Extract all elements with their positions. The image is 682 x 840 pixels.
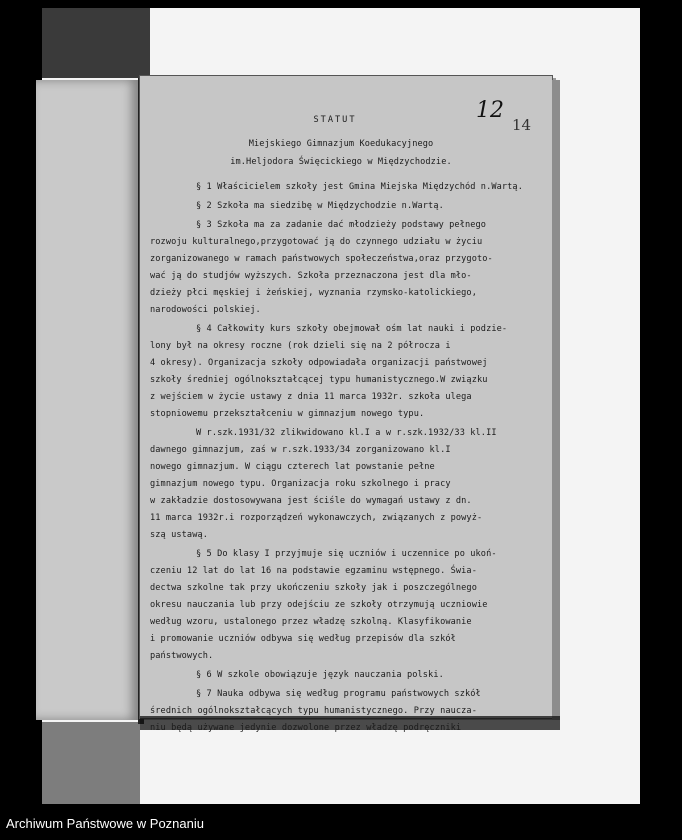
text-line: według wzoru, ustalonego przez władzę szkolną. Klasyfikowanie [150, 617, 472, 627]
text-line: stopniowemu przekształceniu w gimnazjum nowego typu. [150, 409, 425, 419]
text-line: okresu nauczania lub przy odejściu ze szkoły otrzymują uczniowie [150, 600, 488, 610]
text-line: średnich ogólnokształcących typu humanistycznego. Przy naucza- [150, 706, 477, 716]
archive-label: Archiwum Państwowe w Poznaniu [6, 816, 204, 831]
document-subtitle-line: Miejskiego Gimnazjum Koedukacyjnego [248, 139, 434, 149]
paragraph [150, 546, 550, 665]
text-line: czeniu 12 lat do lat 16 na podstawie egzaminu wstępnego. Świa- [150, 566, 477, 576]
text-line: § 7 Nauka odbywa się według programu państwowych szkół [196, 689, 481, 699]
document-title: STATUT [313, 115, 357, 125]
paragraph [150, 217, 550, 319]
binding-bottom-shadow [42, 722, 140, 804]
text-line: § 4 Całkowity kurs szkoły obejmował ośm lat nauki i podzie- [196, 324, 508, 334]
text-line: 11 marca 1932r.i rozporządzeń wykonawczych, związanych z powyż- [150, 513, 483, 523]
paragraph [150, 667, 550, 684]
handwritten-page-number: 12 [476, 98, 504, 123]
text-line: § 2 Szkoła ma siedzibę w Międzychodzie n.Wartą. [196, 201, 444, 211]
text-line: w zakładzie dostosowywana jest ściśle do wymagań ustawy z dn. [150, 496, 472, 506]
document-subtitle-line: im.Heljodora Święcickiego w Międzychodzie. [230, 157, 452, 167]
text-line: wać ją do studjów wyższych. Szkoła przeznaczona jest dla mło- [150, 271, 472, 281]
document-body [150, 179, 550, 737]
text-line: narodowości polskiej. [150, 305, 261, 315]
paragraph [150, 425, 550, 544]
text-line: 4 okresy). Organizacja szkoły odpowiadała organizacji państwowej [150, 358, 488, 368]
text-line: § 6 W szkole obowiązuje język nauczania polski. [196, 670, 444, 680]
handwritten-folio-number: 14 [512, 116, 532, 134]
text-line: dzieży płci męskiej i żeńskiej, wyznania rzymsko-katolickiego, [150, 288, 477, 298]
paragraph [150, 179, 550, 196]
text-line: i promowanie uczniów odbywa się według przepisów dla szkół [150, 634, 456, 644]
text-line: § 5 Do klasy I przyjmuje się uczniów i uczennice po ukoń- [196, 549, 497, 559]
text-line: nowego gimnazjum. W ciągu czterech lat powstanie pełne [150, 462, 435, 472]
text-line: § 3 Szkoła ma za zadanie dać młodzieży podstawy pełnego [196, 220, 487, 230]
page-edge [552, 80, 560, 720]
paragraph [150, 198, 550, 215]
text-line: z wejściem w życie ustawy z dnia 11 marca 1932r. szkoła ulega [150, 392, 472, 402]
text-line: państwowych. [150, 651, 214, 661]
text-line: dectwa szkolne tak przy ukończeniu szkoły jak i poszczególnego [150, 583, 477, 593]
text-line: W r.szk.1931/32 zlikwidowano kl.I a w r.szk.1932/33 kl.II [196, 428, 497, 438]
binding-strip [36, 80, 138, 720]
text-line: dawnego gimnazjum, zaś w r.szk.1933/34 zorganizowano kl.I [150, 445, 451, 455]
text-line: gimnazjum nowego typu. Organizacja roku szkolnego i pracy [150, 479, 451, 489]
paragraph [150, 321, 550, 423]
text-line: szą ustawą. [150, 530, 209, 540]
paragraph [150, 686, 550, 737]
text-line: § 1 Właścicielem szkoły jest Gmina Miejska Międzychód n.Wartą. [196, 182, 523, 192]
text-line: rozwoju kulturalnego,przygotować ją do czynnego udziału w życiu [150, 237, 483, 247]
text-line: lony był na okresy roczne (rok dzieli się na 2 półrocza i [150, 341, 451, 351]
text-line: szkoły średniej ogólnokształcącej typu humanistycznego.W związku [150, 375, 488, 385]
text-line: zorganizowanego w ramach państwowych społeczeństwa,oraz przygoto- [150, 254, 493, 264]
text-line: niu będą używane jedynie dozwolone przez władzę podręczniki [150, 723, 462, 733]
binding-top-shadow [42, 8, 150, 78]
document-text [150, 112, 550, 737]
